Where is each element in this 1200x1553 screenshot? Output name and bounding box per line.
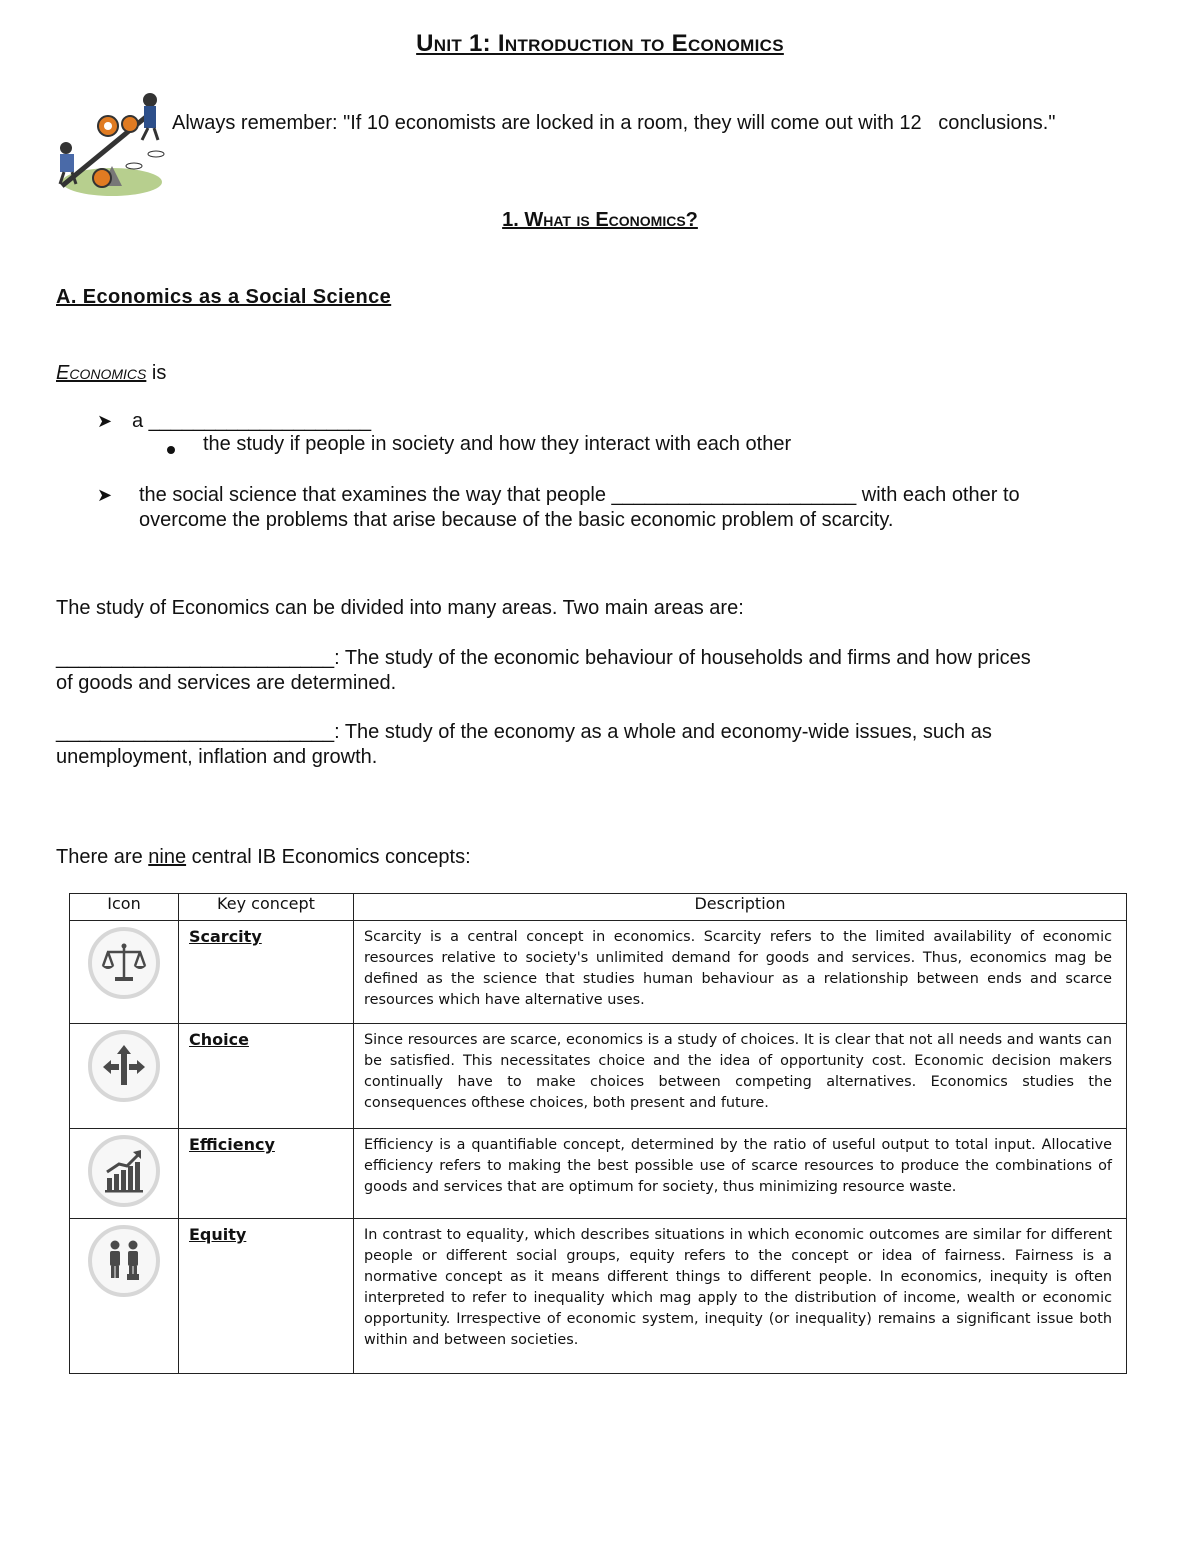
scales-icon (88, 927, 160, 999)
bullet-2-line-2: overcome the problems that arise because of the basic economic problem of scarcity. (139, 509, 894, 531)
crossroads-arrows-icon (88, 1030, 160, 1102)
concept-description: Efficiency is a quantifiable concept, determined by the ratio of useful output to total input. Allocative efficiency refers to making the best possible use of scarce resources to produce the combinations of goods and services that are optimum for society, thus minimizing resource waste. (354, 1129, 1127, 1219)
definition-line (56, 361, 166, 386)
concepts-intro-post: central IB Economics concepts: (186, 846, 471, 868)
table-row (70, 1129, 1127, 1219)
concepts-intro-pre: There are (56, 846, 149, 868)
arrow-bullet-icon: ➤ (97, 411, 113, 431)
microeconomics-line-2: of goods and services are determined. (56, 672, 397, 694)
concept-name: Choice (179, 1024, 354, 1129)
bullet-1: a ____________________ (132, 410, 372, 432)
microeconomics-line-1: _________________________: The study of the economic behaviour of households and firms and how prices (56, 647, 1031, 669)
bullet-1-sub: the study if people in society and how they interact with each other (203, 433, 792, 455)
two-people-icon (88, 1225, 160, 1297)
concepts-intro (56, 845, 471, 870)
table-row (70, 1219, 1127, 1374)
table-header-row (70, 894, 1127, 921)
bullet-2-line-1: the social science that examines the way that people ______________________ with each other to (139, 484, 1020, 506)
concept-name: Efficiency (179, 1129, 354, 1219)
section-heading: 1. What is Economics? (502, 209, 698, 231)
dot-bullet-icon (167, 441, 175, 459)
table-row (70, 921, 1127, 1024)
concept-description: Since resources are scarce, economics is a study of choices. It is clear that not all needs and wants can be satisfied. This necessitates choice and the idea of opportunity cost. Economic decision makers continually have to make choices between competing alternatives. Economics studies the consequences ofthese choices, both present and future. (354, 1024, 1127, 1129)
definition-verb: is (146, 362, 167, 384)
concepts-intro-nine: nine (148, 846, 187, 868)
areas-intro: The study of Economics can be divided into many areas. Two main areas are: (56, 597, 744, 619)
economists-quote: Always remember: "If 10 economists are locked in a room, they will come out with 12 conclusions." (172, 112, 1056, 134)
concept-name: Scarcity (179, 921, 354, 1024)
arrow-bullet-icon: ➤ (97, 485, 113, 505)
macroeconomics-line-1: _________________________: The study of the economy as a whole and economy-wide issues, such as (56, 721, 992, 743)
header-description: Description (354, 894, 1127, 921)
table-row (70, 1024, 1127, 1129)
definition-term: Economics (56, 362, 147, 384)
page-title: Unit 1: Introduction to Economics (416, 30, 784, 57)
concepts-table (69, 893, 1127, 1374)
header-key-concept: Key concept (179, 894, 354, 921)
subsection-heading: A. Economics as a Social Science (56, 286, 392, 308)
seesaw-clipart-icon (52, 82, 172, 202)
header-icon: Icon (70, 894, 179, 921)
rising-bar-chart-icon (88, 1135, 160, 1207)
concept-description: In contrast to equality, which describes situations in which economic outcomes are similar for different people or different social groups, equity refers to the concept or idea of fairness. Fairness is a normative concept as it means different things to different people. In economics, inequity is often interpreted to refer to inequality which mag apply to the distribution of income, wealth or economic opportunity. Irrespective of economic system, inequity (or inequality) remains a significant issue both within and between societies. (354, 1219, 1127, 1374)
concept-description: Scarcity is a central concept in economics. Scarcity refers to the limited availability of economic resources relative to society's unlimited demand for goods and services. Thus, economics mag be defined as the science that studies human behaviour as a relationship between ends and scarce resources which have alternative uses. (354, 921, 1127, 1024)
macroeconomics-line-2: unemployment, inflation and growth. (56, 746, 378, 768)
concept-name: Equity (179, 1219, 354, 1374)
